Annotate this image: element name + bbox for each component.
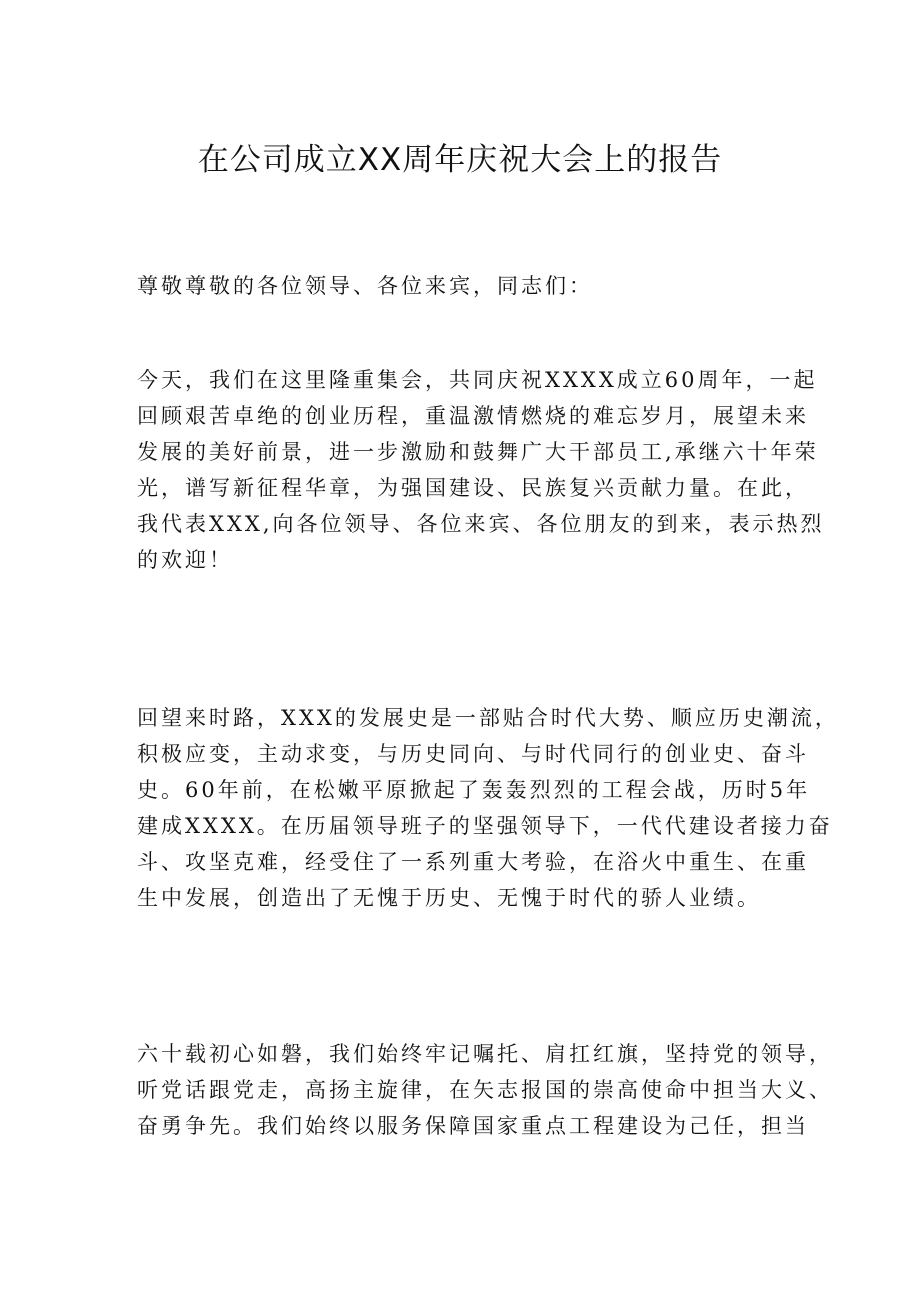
paragraph-line: 我代表XXX,向各位领导、各位来宾、各位朋友的到来，表示热烈 — [137, 512, 825, 536]
paragraph-2 — [137, 700, 839, 916]
paragraph-line: 的欢迎！ — [137, 548, 233, 572]
paragraph-line: 光，谱写新征程华章，为强国建设、民族复兴贡献力量。在此， — [137, 476, 809, 500]
paragraph-3 — [137, 1036, 833, 1144]
paragraph-line: 发展的美好前景，进一步激励和鼓舞广大干部员工,承继六十年荣 — [137, 440, 819, 464]
paragraph-line: 斗、攻坚克难，经受住了一系列重大考验，在浴火中重生、在重 — [137, 850, 809, 874]
paragraph-line: 生中发展，创造出了无愧于历史、无愧于时代的骄人业绩。 — [137, 886, 761, 910]
paragraph-line: 奋勇争先。我们始终以服务保障国家重点工程建设为己任，担当 — [137, 1114, 809, 1138]
document-title: 在公司成立XX周年庆祝大会上的报告 — [197, 142, 723, 178]
paragraph-line: 回顾艰苦卓绝的创业历程，重温激情燃烧的难忘岁月，展望未来 — [137, 404, 809, 428]
paragraph-line: 积极应变，主动求变，与历史同向、与时代同行的创业史、奋斗 — [137, 742, 809, 766]
paragraph-line: 今天，我们在这里隆重集会，共同庆祝XXXX成立60周年，一起 — [137, 368, 818, 392]
paragraph-line: 回望来时路，XXX的发展史是一部贴合时代大势、顺应历史潮流， — [137, 706, 839, 730]
paragraph-line: 六十载初心如磐，我们始终牢记嘱托、肩扛红旗，坚持党的领导， — [137, 1042, 833, 1066]
paragraph-1 — [137, 362, 825, 578]
paragraph-line: 听党话跟党走，高扬主旋律，在矢志报国的崇高使命中担当大义、 — [137, 1078, 833, 1102]
paragraph-line: 史。60年前，在松嫩平原掀起了轰轰烈烈的工程会战，历时5年 — [137, 778, 811, 802]
paragraph-line: 建成XXXX。在历届领导班子的坚强领导下，一代代建设者接力奋 — [137, 814, 833, 838]
greeting: 尊敬尊敬的各位领导、各位来宾，同志们： — [137, 274, 593, 298]
